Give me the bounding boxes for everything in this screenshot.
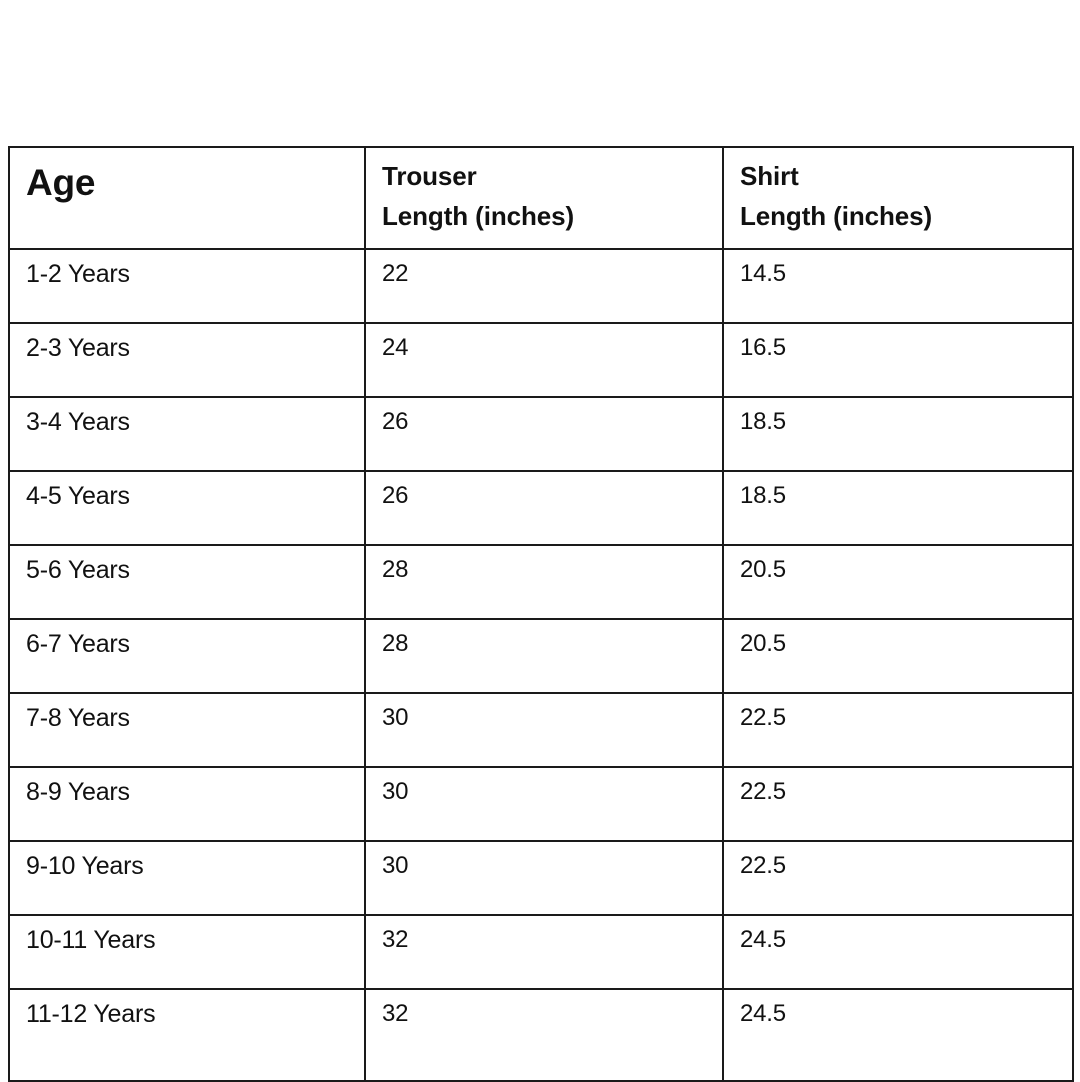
cell-age: 5-6 Years <box>9 545 365 619</box>
cell-trouser-length: 28 <box>365 545 723 619</box>
cell-age: 8-9 Years <box>9 767 365 841</box>
size-chart-table <box>8 146 1074 1082</box>
cell-age: 1-2 Years <box>9 249 365 323</box>
table-row <box>9 619 1073 693</box>
cell-shirt-length: 24.5 <box>723 915 1073 989</box>
table-header <box>9 147 1073 249</box>
table-row <box>9 397 1073 471</box>
column-header-trouser-line2: Length (inches) <box>382 200 575 231</box>
cell-trouser-length: 32 <box>365 989 723 1081</box>
cell-trouser-length: 26 <box>365 471 723 545</box>
cell-age: 2-3 Years <box>9 323 365 397</box>
column-header-shirt-length <box>723 147 1073 249</box>
table-row <box>9 915 1073 989</box>
table-row <box>9 841 1073 915</box>
cell-shirt-length: 20.5 <box>723 619 1073 693</box>
cell-age: 3-4 Years <box>9 397 365 471</box>
cell-trouser-length: 24 <box>365 323 723 397</box>
table-row <box>9 693 1073 767</box>
column-header-shirt-line1: Shirt <box>740 161 799 191</box>
table-body <box>9 249 1073 1081</box>
cell-age: 7-8 Years <box>9 693 365 767</box>
table-row <box>9 471 1073 545</box>
table-header-row <box>9 147 1073 249</box>
cell-age: 11-12 Years <box>9 989 365 1081</box>
column-header-trouser-length <box>365 147 723 249</box>
column-header-age <box>9 147 365 249</box>
cell-trouser-length: 32 <box>365 915 723 989</box>
cell-trouser-length: 22 <box>365 249 723 323</box>
cell-trouser-length: 28 <box>365 619 723 693</box>
cell-shirt-length: 16.5 <box>723 323 1073 397</box>
cell-shirt-length: 22.5 <box>723 693 1073 767</box>
column-header-trouser-line1: Trouser <box>382 161 477 191</box>
cell-shirt-length: 20.5 <box>723 545 1073 619</box>
cell-shirt-length: 22.5 <box>723 767 1073 841</box>
table-row <box>9 545 1073 619</box>
cell-trouser-length: 26 <box>365 397 723 471</box>
cell-shirt-length: 18.5 <box>723 471 1073 545</box>
cell-shirt-length: 18.5 <box>723 397 1073 471</box>
table-row <box>9 989 1073 1081</box>
cell-shirt-length: 22.5 <box>723 841 1073 915</box>
cell-age: 4-5 Years <box>9 471 365 545</box>
column-header-age-label: Age <box>26 162 96 203</box>
cell-trouser-length: 30 <box>365 767 723 841</box>
cell-age: 9-10 Years <box>9 841 365 915</box>
cell-shirt-length: 24.5 <box>723 989 1073 1081</box>
cell-shirt-length: 14.5 <box>723 249 1073 323</box>
cell-age: 10-11 Years <box>9 915 365 989</box>
column-header-shirt-line2: Length (inches) <box>740 200 933 231</box>
table-row <box>9 249 1073 323</box>
size-chart-container <box>8 146 1072 1082</box>
table-row <box>9 323 1073 397</box>
cell-trouser-length: 30 <box>365 693 723 767</box>
cell-trouser-length: 30 <box>365 841 723 915</box>
table-row <box>9 767 1073 841</box>
cell-age: 6-7 Years <box>9 619 365 693</box>
